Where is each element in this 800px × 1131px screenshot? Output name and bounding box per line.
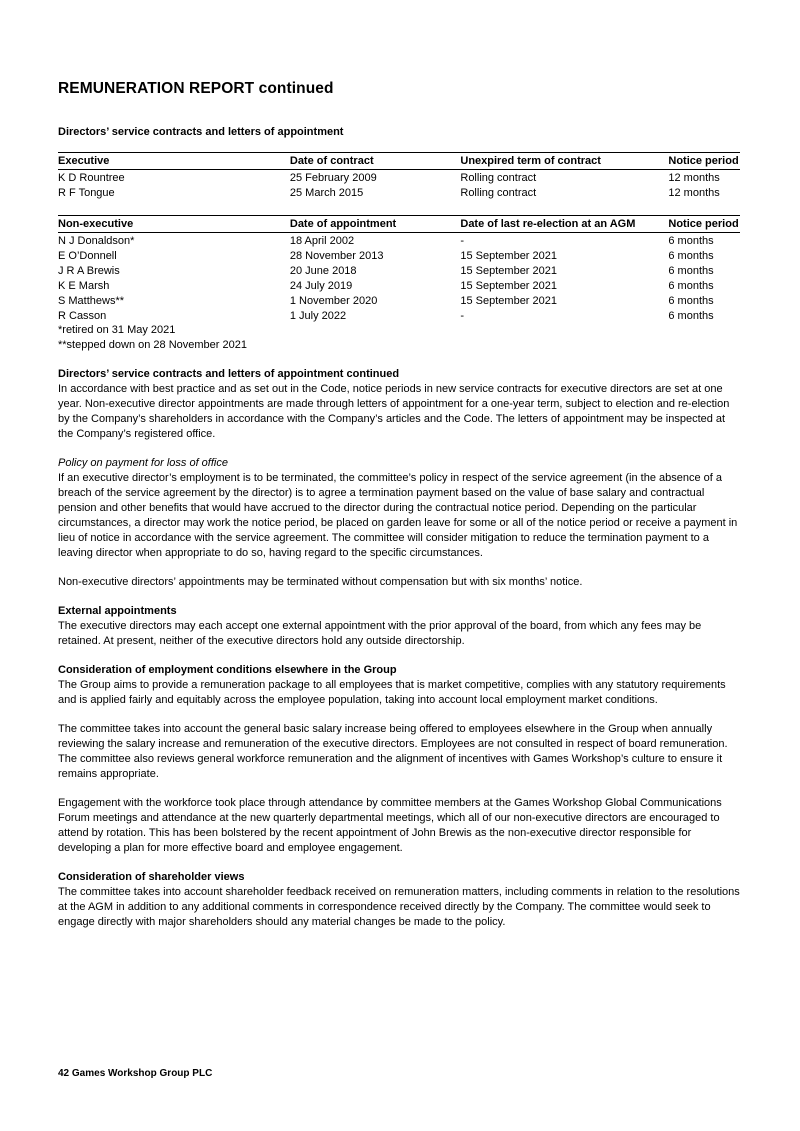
cell-date-of-appointment: 24 July 2019 (289, 279, 353, 292)
cell-unexpired-term: Rolling contract (460, 186, 537, 199)
section-heading-service-contracts: Directors’ service contracts and letters of appointment (58, 126, 344, 138)
column-header-last-re-election: Date of last re-election at an AGM (460, 216, 668, 233)
paragraph: The committee takes into account shareholder feedback received on remuneration matters, including comments in relation to the resolutions at the AGM in addition to any additional comments in correspondence received directly by the Company. The committee would seek to engage directly with major shareholders should any material changes be made to the policy. (58, 886, 740, 928)
column-header-date-of-appointment: Date of appointment (290, 216, 461, 233)
cell-director-name: R F Tongue (58, 186, 115, 199)
cell-unexpired-term: Rolling contract (460, 171, 537, 184)
cell-director-name: K D Rountree (58, 171, 125, 184)
cell-director-name: J R A Brewis (58, 264, 120, 277)
section-employment-conditions (58, 663, 740, 856)
section-external-appointments (58, 604, 740, 649)
column-header-non-executive: Non-executive (58, 216, 290, 233)
cell-last-re-election: - (460, 309, 465, 322)
column-header-notice-period: Notice period (668, 153, 740, 170)
cell-last-re-election: - (460, 234, 465, 247)
cell-notice-period: 6 months (668, 294, 714, 307)
footnote-stepped-down: **stepped down on 28 November 2021 (58, 339, 247, 351)
paragraph: Non-executive directors’ appointments may be terminated without compensation but with six months’ notice. (58, 576, 583, 588)
section-heading: Policy on payment for loss of office (58, 457, 228, 469)
section-service-contracts-continued (58, 367, 740, 442)
table-row (58, 263, 740, 278)
cell-notice-period: 6 months (668, 249, 714, 262)
executive-contracts-table (58, 152, 740, 200)
cell-last-re-election: 15 September 2021 (460, 264, 558, 277)
cell-director-name: R Casson (58, 309, 107, 322)
paragraph: The committee takes into account the general basic salary increase being offered to employees elsewhere in the Group when annually reviewing the salary increase and remuneration of the executive directors. Employees are not consulted in respect of board remuneration. The committee also reviews general workforce remuneration and the alignment of incentives with Games Workshop’s culture to ensure it remains appropriate. (58, 723, 728, 780)
table-row (58, 233, 740, 249)
section-shareholder-views (58, 870, 740, 930)
cell-director-name: N J Donaldson* (58, 234, 135, 247)
cell-notice-period: 12 months (668, 171, 720, 184)
cell-date-of-appointment: 1 November 2020 (289, 294, 378, 307)
table-row (58, 278, 740, 293)
cell-date-of-contract: 25 March 2015 (289, 186, 364, 199)
cell-date-of-appointment: 18 April 2002 (289, 234, 355, 247)
page-title: REMUNERATION REPORT continued (58, 80, 334, 97)
footnote-retired: *retired on 31 May 2021 (58, 324, 176, 336)
column-header-date-of-contract: Date of contract (290, 153, 461, 170)
cell-director-name: E O’Donnell (58, 249, 117, 262)
table-header-row (58, 216, 740, 233)
cell-notice-period: 6 months (668, 264, 714, 277)
column-header-notice-period: Notice period (668, 216, 740, 233)
cell-last-re-election: 15 September 2021 (460, 279, 558, 292)
table-row (58, 293, 740, 308)
table-row (58, 185, 740, 200)
paragraph: The executive directors may each accept one external appointment with the prior approval of the board, from which any fees may be retained. At present, neither of the executive directors hold any outside directorship. (58, 620, 702, 647)
cell-notice-period: 6 months (668, 279, 714, 292)
page-footer: 42 Games Workshop Group PLC (58, 1068, 213, 1079)
table-row (58, 248, 740, 263)
cell-notice-period: 6 months (668, 309, 714, 322)
non-executive-appointments-table (58, 215, 740, 323)
paragraph: In accordance with best practice and as set out in the Code, notice periods in new service contracts for executive directors are set at one year. Non-executive director appointments are made through letters of appointment for a one-year term, subject to election and re-election by the Company’s shareholders in accordance with the Company’s articles and the Code. The letters of appointment may be inspected at the Company’s registered office. (58, 383, 730, 440)
table-header-row (58, 153, 740, 170)
section-heading: External appointments (58, 605, 177, 617)
paragraph: If an executive director’s employment is to be terminated, the committee’s policy in respect of the service agreement (in the absence of a breach of the service agreement by the director) is to agree a termination payment based on the value of base salary and contractual pension and other benefits that would have accrued to the director during the contractual notice period. Depending on the particular circumstances, a director may work the notice period, be placed on garden leave for some or all of the notice period or receive a payment in lieu of notice in accordance with the service agreement. The committee will consider mitigation to reduce the termination payment to a leaving director when appropriate to do so, having regard to the specific circumstances. (58, 472, 738, 559)
cell-date-of-contract: 25 February 2009 (289, 171, 377, 184)
paragraph: The Group aims to provide a remuneration package to all employees that is market competitive, complies with any statutory requirements and is applied fairly and equitably across the employee population, taking into account local employment market conditions. (58, 679, 726, 706)
cell-notice-period: 6 months (668, 234, 714, 247)
section-heading: Consideration of shareholder views (58, 871, 245, 883)
table-row (58, 170, 740, 186)
column-header-executive: Executive (58, 153, 290, 170)
cell-director-name: K E Marsh (58, 279, 110, 292)
section-heading: Directors’ service contracts and letters of appointment continued (58, 368, 400, 380)
paragraph: Engagement with the workforce took place through attendance by committee members at the Games Workshop Global Communications Forum meetings and attendance at the new quarterly departmental meetings, which all of our non-executive directors are encouraged to attend by rotation. This has been bolstered by the recent appointment of John Brewis as the non-executive director responsible for developing a plan for more effective board and employee engagement. (58, 797, 722, 854)
cell-date-of-appointment: 1 July 2022 (289, 309, 347, 322)
cell-last-re-election: 15 September 2021 (460, 249, 558, 262)
column-header-unexpired-term: Unexpired term of contract (460, 153, 668, 170)
cell-date-of-appointment: 28 November 2013 (289, 249, 384, 262)
cell-director-name: S Matthews** (58, 294, 125, 307)
table-row (58, 308, 740, 323)
cell-notice-period: 12 months (668, 186, 720, 199)
cell-last-re-election: 15 September 2021 (460, 294, 558, 307)
section-heading: Consideration of employment conditions elsewhere in the Group (58, 664, 397, 676)
cell-date-of-appointment: 20 June 2018 (289, 264, 357, 277)
section-policy-loss-of-office (58, 456, 740, 590)
